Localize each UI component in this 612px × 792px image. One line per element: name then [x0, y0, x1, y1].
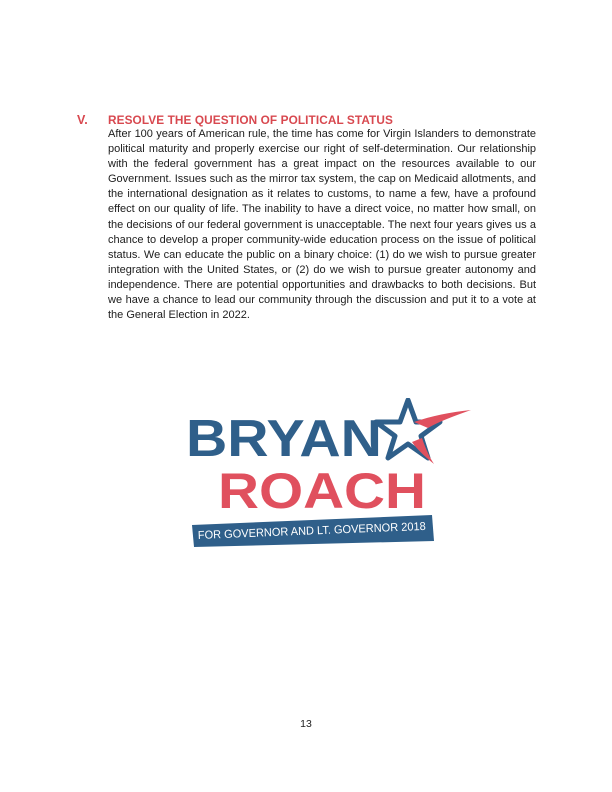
tagline-banner	[192, 515, 437, 547]
section-heading: RESOLVE THE QUESTION OF POLITICAL STATUS	[108, 113, 393, 127]
star-icon	[376, 400, 471, 464]
campaign-logo	[186, 398, 476, 548]
section-number: V.	[77, 113, 88, 127]
logo-name-second: ROACH	[218, 463, 426, 519]
logo-tagline: FOR GOVERNOR AND LT. GOVERNOR 2018	[197, 520, 437, 542]
section-body: After 100 years of American rule, the time has come for Virgin Islanders to demonstrate political maturity and properly exercise our right of self-determination. Our relationship with the federal government has a great impact on the resources available to our Government. Issues such as the mirror tax system, the cap on Medicaid allotments, and the international designation as it relates to customs, to name a few, have a profound effect on our quality of life. The inability to have a direct voice, no matter how small, on the decisions of our federal government is unacceptable. The next four years gives us a chance to develop a proper community-wide education process on the issue of political status. We can educate the public on a binary choice: (1) do we wish to pursue greater integration with the United States, or (2) do we wish to pursue greater autonomy and independence. There are potential opportunities and drawbacks to both decisions. But we have a chance to lead our community through the discussion and put it to a vote at the General Election in 2022.	[108, 128, 536, 322]
logo-name-first: BRYAN	[186, 410, 382, 468]
page-number: 13	[300, 718, 312, 730]
